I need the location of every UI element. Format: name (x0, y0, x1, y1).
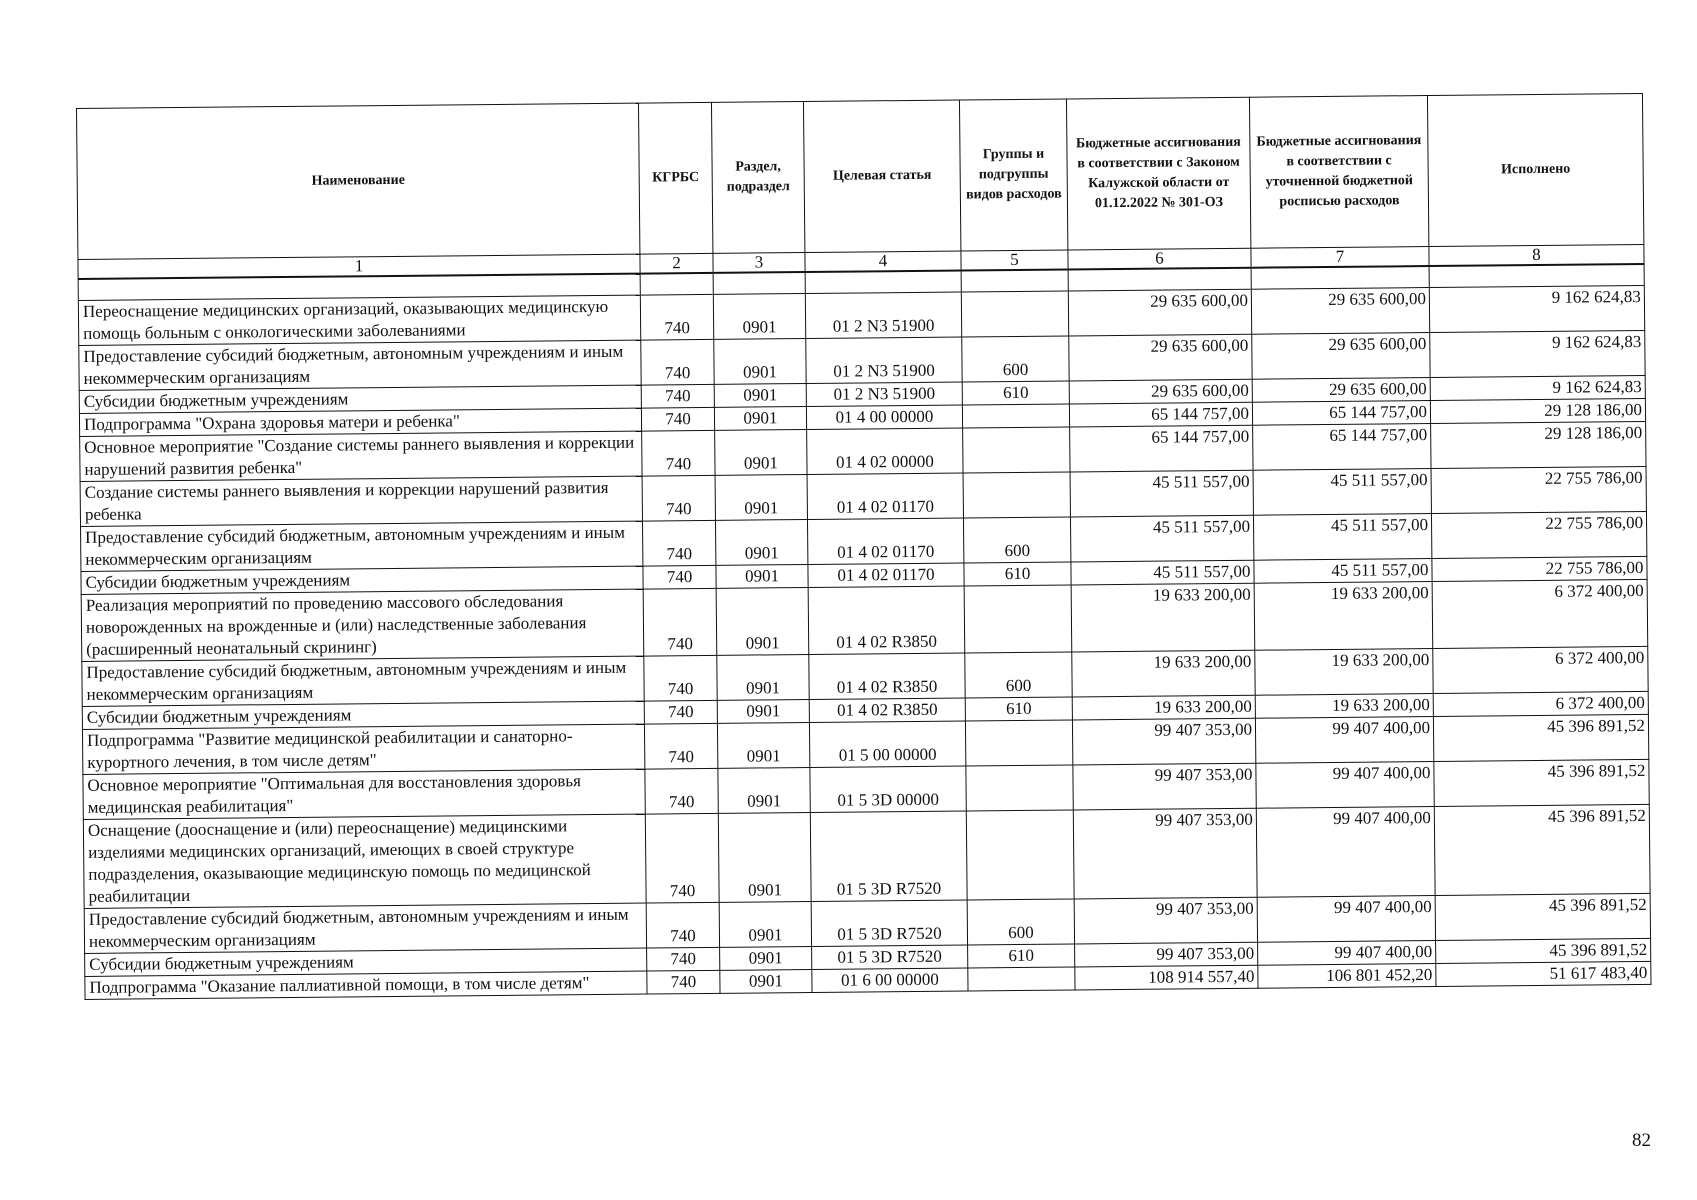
cell-section: 0901 (714, 384, 806, 408)
cell-target-article: 01 5 3D R7520 (810, 811, 967, 901)
cell-executed: 45 396 891,52 (1436, 938, 1651, 963)
cell-expense-group: 610 (965, 697, 1072, 721)
cell-expense-group (962, 404, 1069, 428)
cell-expense-group: 600 (967, 899, 1074, 945)
cell-name: Предоставление субсидий бюджетным, автономным учреждениям и иным некоммерческим организациям (82, 656, 644, 706)
cell-executed: 29 128 186,00 (1430, 398, 1645, 423)
cell-refined-allocation: 65 144 757,00 (1253, 424, 1431, 471)
cell-kgrbs: 740 (647, 970, 720, 994)
cell-executed: 22 755 786,00 (1432, 556, 1647, 581)
cell-target-article: 01 5 3D 00000 (810, 766, 966, 812)
cell-name: Подпрограмма "Развитие медицинской реабилитации и санаторно-курортного лечения, в том числе детям" (82, 724, 644, 774)
cell-kgrbs: 740 (642, 430, 715, 476)
column-number: 4 (805, 251, 961, 272)
cell-name: Основное мероприятие "Оптимальная для восстановления здоровья медицинская реабилитация" (83, 769, 645, 819)
cell-refined-allocation: 99 407 400,00 (1256, 761, 1434, 808)
cell-expense-group (963, 427, 1070, 473)
cell-expense-group: 600 (965, 652, 1072, 698)
header-law-allocations: Бюджетные ассигнования в соответствии с Законом Калужской области от 01.12.2022 № 301-ОЗ (1066, 97, 1250, 250)
cell-executed: 45 396 891,52 (1434, 759, 1649, 806)
cell-expense-group: 610 (962, 381, 1069, 405)
cell-kgrbs: 740 (644, 723, 717, 769)
cell-name: Подпрограмма "Оказание паллиативной помощи, в том числе детям" (85, 971, 647, 999)
cell-law-allocation: 19 633 200,00 (1071, 583, 1255, 652)
cell-target-article: 01 4 02 R3850 (809, 653, 965, 699)
budget-table-sheet (76, 93, 1650, 1000)
cell-law-allocation: 99 407 353,00 (1075, 942, 1258, 967)
cell-expense-group (968, 967, 1075, 991)
cell-law-allocation: 108 914 557,40 (1075, 965, 1258, 990)
cell-kgrbs: 740 (645, 813, 719, 903)
cell-target-article: 01 5 00 00000 (809, 721, 965, 767)
cell-executed: 6 372 400,00 (1433, 691, 1648, 716)
budget-table (76, 93, 1651, 1000)
cell-refined-allocation: 29 635 600,00 (1252, 378, 1430, 403)
cell-name: Создание системы раннего выявления и коррекции нарушений развития ребенка (80, 476, 642, 526)
cell-kgrbs: 740 (643, 565, 716, 589)
cell-refined-allocation: 19 633 200,00 (1255, 649, 1433, 696)
cell-target-article: 01 5 3D R7520 (812, 945, 968, 969)
cell-target-article: 01 6 00 00000 (812, 968, 968, 992)
cell-name: Предоставление субсидий бюджетным, автономным учреждениям и иным некоммерческим организациям (84, 903, 646, 953)
cell-name: Субсидии бюджетным учреждениям (81, 566, 643, 594)
cell-section: 0901 (717, 699, 809, 723)
header-kgrbs: КГРБС (638, 102, 712, 254)
cell-refined-allocation: 19 633 200,00 (1255, 693, 1433, 718)
column-number: 7 (1251, 247, 1429, 268)
cell-executed: 45 396 891,52 (1434, 804, 1650, 895)
cell-executed: 29 128 186,00 (1431, 421, 1646, 468)
cell-kgrbs: 740 (647, 947, 720, 971)
cell-executed: 51 617 483,40 (1436, 961, 1651, 986)
cell-kgrbs: 740 (642, 475, 715, 521)
header-target-article: Целевая статья (803, 100, 960, 252)
cell-target-article: 01 4 02 R3850 (808, 586, 965, 654)
cell-expense-group (963, 472, 1070, 518)
cell-name: Предоставление субсидий бюджетным, автономным учреждениям и иным некоммерческим организациям (79, 340, 641, 390)
header-expense-groups: Группы и подгруппы видов расходов (959, 99, 1067, 251)
cell-kgrbs: 740 (641, 384, 714, 408)
cell-refined-allocation: 45 511 557,00 (1253, 469, 1431, 516)
cell-law-allocation: 29 635 600,00 (1069, 379, 1252, 404)
cell-expense-group: 600 (963, 517, 1070, 563)
column-number: 3 (713, 253, 805, 273)
cell-target-article: 01 2 N3 51900 (805, 292, 961, 338)
cell-section: 0901 (715, 430, 807, 476)
page-number: 82 (1632, 1130, 1651, 1151)
table-row (83, 804, 1650, 908)
cell-law-allocation: 29 635 600,00 (1069, 334, 1252, 381)
cell-target-article: 01 4 02 01170 (807, 518, 963, 564)
cell-section: 0901 (716, 587, 809, 655)
cell-law-allocation: 99 407 353,00 (1073, 763, 1256, 810)
cell-refined-allocation: 45 511 557,00 (1254, 559, 1432, 584)
cell-law-allocation: 65 144 757,00 (1069, 402, 1252, 427)
cell-section: 0901 (718, 812, 811, 902)
cell-name: Субсидии бюджетным учреждениям (79, 385, 641, 413)
cell-executed: 22 755 786,00 (1431, 466, 1646, 513)
cell-law-allocation: 99 407 353,00 (1074, 897, 1257, 944)
cell-section: 0901 (716, 564, 808, 588)
column-number: 5 (961, 250, 1068, 271)
cell-section: 0901 (719, 901, 811, 947)
cell-kgrbs: 740 (644, 655, 717, 701)
cell-refined-allocation: 99 407 400,00 (1258, 940, 1436, 965)
cell-expense-group: 600 (962, 336, 1069, 382)
cell-expense-group: 610 (968, 944, 1075, 968)
cell-section: 0901 (720, 969, 812, 993)
cell-refined-allocation: 99 407 400,00 (1255, 716, 1433, 763)
cell-name: Основное мероприятие "Создание системы раннего выявления и коррекции нарушений развития ребенка" (80, 431, 642, 481)
cell-name: Оснащение (дооснащение и (или) переоснащение) медицинскими изделиями медицинских организаций, имеющих в своей структуре подразделения, оказывающие медицинскую помощь по медицинской реабилитации (83, 814, 646, 908)
cell-section: 0901 (714, 407, 806, 431)
column-number: 6 (1068, 248, 1251, 269)
cell-law-allocation: 19 633 200,00 (1072, 695, 1255, 720)
header-section: Раздел, подраздел (711, 102, 804, 254)
cell-target-article: 01 4 02 01170 (808, 563, 964, 587)
cell-expense-group (961, 291, 1068, 337)
cell-name: Субсидии бюджетным учреждениям (82, 701, 644, 729)
column-number: 2 (640, 253, 713, 273)
cell-target-article: 01 4 00 00000 (806, 405, 962, 429)
cell-law-allocation: 19 633 200,00 (1072, 650, 1255, 697)
cell-expense-group: 610 (964, 562, 1071, 586)
cell-section: 0901 (715, 519, 807, 565)
cell-name: Реализация мероприятий по проведению массового обследования новорожденных на врожденные и (или) наследственные заболевания (расширенный неонатальный скрининг) (81, 589, 644, 661)
cell-executed: 22 755 786,00 (1431, 511, 1646, 558)
cell-law-allocation: 29 635 600,00 (1068, 289, 1251, 336)
cell-target-article: 01 2 N3 51900 (806, 382, 962, 406)
cell-target-article: 01 2 N3 51900 (806, 337, 962, 383)
cell-refined-allocation: 99 407 400,00 (1256, 806, 1435, 897)
cell-refined-allocation: 29 635 600,00 (1251, 288, 1429, 335)
cell-executed: 45 396 891,52 (1433, 714, 1648, 761)
column-number: 8 (1429, 244, 1644, 266)
cell-target-article: 01 5 3D R7520 (811, 900, 967, 946)
cell-executed: 9 162 624,83 (1429, 285, 1644, 332)
cell-section: 0901 (715, 474, 807, 520)
cell-kgrbs: 740 (641, 339, 714, 385)
cell-name: Субсидии бюджетным учреждениям (85, 948, 647, 976)
cell-kgrbs: 740 (640, 294, 713, 340)
cell-expense-group (964, 585, 1072, 653)
cell-refined-allocation: 65 144 757,00 (1252, 401, 1430, 426)
cell-section: 0901 (720, 946, 812, 970)
cell-section: 0901 (714, 339, 806, 385)
cell-executed: 9 162 624,83 (1430, 375, 1645, 400)
cell-law-allocation: 99 407 353,00 (1072, 718, 1255, 765)
cell-kgrbs: 740 (642, 520, 715, 566)
header-refined-allocations: Бюджетные ассигнования в соответствии с уточненной бюджетной росписью расходов (1249, 96, 1428, 249)
cell-law-allocation: 65 144 757,00 (1070, 425, 1253, 472)
cell-refined-allocation: 45 511 557,00 (1253, 514, 1431, 561)
cell-section: 0901 (717, 722, 809, 768)
cell-kgrbs: 740 (644, 700, 717, 724)
cell-target-article: 01 4 02 00000 (807, 428, 963, 474)
cell-executed: 9 162 624,83 (1430, 330, 1645, 377)
cell-target-article: 01 4 02 01170 (807, 473, 963, 519)
cell-executed: 45 396 891,52 (1435, 893, 1650, 940)
cell-section: 0901 (713, 294, 805, 340)
cell-executed: 6 372 400,00 (1433, 646, 1648, 693)
cell-kgrbs: 740 (643, 588, 717, 656)
cell-target-article: 01 4 02 R3850 (809, 698, 965, 722)
cell-expense-group (966, 810, 1074, 900)
cell-refined-allocation: 29 635 600,00 (1252, 333, 1430, 380)
table-header-row (77, 93, 1644, 259)
cell-name: Подпрограмма "Охрана здоровья матери и ребенка" (79, 408, 641, 436)
cell-section: 0901 (718, 767, 810, 813)
header-executed: Исполнено (1427, 93, 1643, 246)
cell-name: Переоснащение медицинских организаций, оказывающих медицинскую помощь больным с онкологическими заболеваниями (78, 295, 640, 345)
cell-section: 0901 (717, 654, 809, 700)
cell-law-allocation: 99 407 353,00 (1073, 808, 1257, 899)
cell-expense-group (965, 720, 1072, 766)
cell-refined-allocation: 19 633 200,00 (1254, 582, 1433, 651)
cell-kgrbs: 740 (646, 902, 719, 948)
cell-law-allocation: 45 511 557,00 (1071, 560, 1254, 585)
cell-law-allocation: 45 511 557,00 (1070, 515, 1253, 562)
cell-refined-allocation: 106 801 452,20 (1258, 963, 1436, 988)
column-number: 1 (78, 254, 640, 279)
cell-expense-group (966, 765, 1073, 811)
cell-kgrbs: 740 (641, 407, 714, 431)
cell-refined-allocation: 99 407 400,00 (1257, 895, 1435, 942)
table-body (78, 264, 1651, 999)
cell-law-allocation: 45 511 557,00 (1070, 470, 1253, 517)
cell-executed: 6 372 400,00 (1432, 579, 1648, 648)
header-name: Наименование (77, 103, 640, 259)
cell-name: Предоставление субсидий бюджетным, автономным учреждениям и иным некоммерческим организациям (81, 521, 643, 571)
cell-kgrbs: 740 (645, 768, 718, 814)
